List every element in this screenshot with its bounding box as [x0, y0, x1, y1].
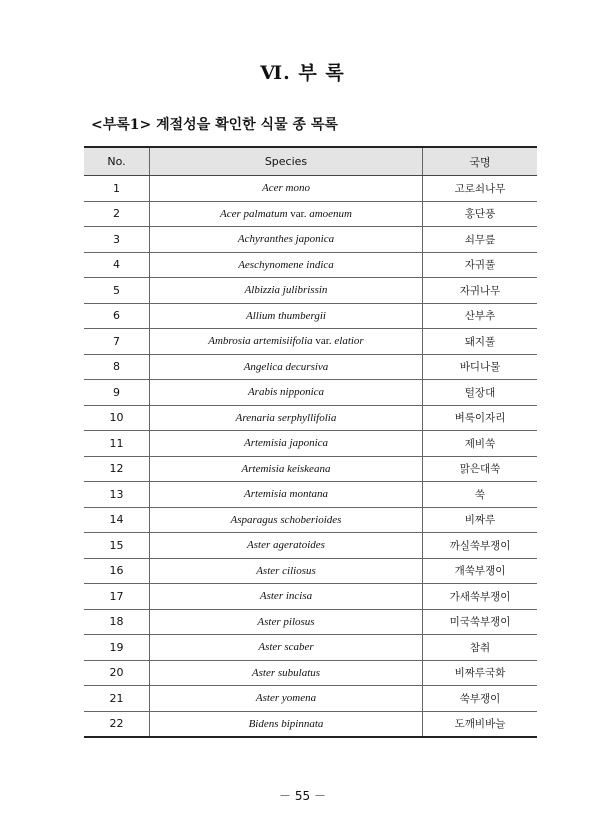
- korean-name: 벼룩이자리: [423, 405, 538, 431]
- table-row: [84, 686, 537, 712]
- species-name: Acer palmatum var. amoenum: [150, 201, 423, 227]
- table-row: [84, 431, 537, 457]
- korean-name: 맑은대쑥: [423, 456, 538, 482]
- species-name: Aster subulatus: [150, 660, 423, 686]
- korean-name: 개쑥부쟁이: [423, 558, 538, 584]
- species-name: Aster incisa: [150, 584, 423, 610]
- table-row: [84, 456, 537, 482]
- row-number: 22: [84, 711, 150, 737]
- row-number: 15: [84, 533, 150, 559]
- korean-name: 가새쑥부쟁이: [423, 584, 538, 610]
- species-name: Bidens bipinnata: [150, 711, 423, 737]
- row-number: 21: [84, 686, 150, 712]
- table-row: [84, 609, 537, 635]
- table-row: [84, 303, 537, 329]
- row-number: 12: [84, 456, 150, 482]
- korean-name: 참취: [423, 635, 538, 661]
- species-name: Aster ageratoides: [150, 533, 423, 559]
- table-row: [84, 711, 537, 737]
- row-number: 20: [84, 660, 150, 686]
- table-row: [84, 176, 537, 202]
- korean-name: 돼지풀: [423, 329, 538, 355]
- table-row: [84, 660, 537, 686]
- table-row: [84, 558, 537, 584]
- table-row: [84, 354, 537, 380]
- species-name: Achyranthes japonica: [150, 227, 423, 253]
- korean-name: 털장대: [423, 380, 538, 406]
- header-species: Species: [150, 147, 423, 176]
- row-number: 4: [84, 252, 150, 278]
- header-no: No.: [84, 147, 150, 176]
- korean-name: 산부추: [423, 303, 538, 329]
- page-title: Ⅵ. 부 록: [260, 62, 345, 84]
- species-table: [84, 146, 537, 738]
- korean-name: 자귀나무: [423, 278, 538, 304]
- row-number: 6: [84, 303, 150, 329]
- korean-name: 도깨비바늘: [423, 711, 538, 737]
- row-number: 5: [84, 278, 150, 304]
- species-name: Acer mono: [150, 176, 423, 202]
- species-name: Arenaria serphyllifolia: [150, 405, 423, 431]
- page-number: － 55 －: [279, 789, 326, 803]
- korean-name: 고로쇠나무: [423, 176, 538, 202]
- table-header-row: [84, 147, 537, 176]
- korean-name: 비짜루국화: [423, 660, 538, 686]
- species-name: Albizzia julibrissin: [150, 278, 423, 304]
- species-name: Asparagus schoberioides: [150, 507, 423, 533]
- species-name: Artemisia japonica: [150, 431, 423, 457]
- korean-name: 까실쑥부쟁이: [423, 533, 538, 559]
- row-number: 16: [84, 558, 150, 584]
- table-row: [84, 227, 537, 253]
- row-number: 2: [84, 201, 150, 227]
- species-table-body: [84, 176, 537, 738]
- species-name: Allium thumbergii: [150, 303, 423, 329]
- species-name: Aster pilosus: [150, 609, 423, 635]
- species-name: Aster yomena: [150, 686, 423, 712]
- row-number: 17: [84, 584, 150, 610]
- table-row: [84, 278, 537, 304]
- row-number: 11: [84, 431, 150, 457]
- species-name: Angelica decursiva: [150, 354, 423, 380]
- species-name: Artemisia keiskeana: [150, 456, 423, 482]
- header-korean-name: 국명: [423, 147, 538, 176]
- table-row: [84, 482, 537, 508]
- row-number: 7: [84, 329, 150, 355]
- table-row: [84, 533, 537, 559]
- table-row: [84, 584, 537, 610]
- korean-name: 자귀풀: [423, 252, 538, 278]
- row-number: 9: [84, 380, 150, 406]
- species-name: Artemisia montana: [150, 482, 423, 508]
- korean-name: 홍단풍: [423, 201, 538, 227]
- korean-name: 바디나물: [423, 354, 538, 380]
- row-number: 10: [84, 405, 150, 431]
- species-name: Aster scaber: [150, 635, 423, 661]
- row-number: 3: [84, 227, 150, 253]
- korean-name: 쑥부쟁이: [423, 686, 538, 712]
- korean-name: 쑥: [423, 482, 538, 508]
- species-name: Arabis nipponica: [150, 380, 423, 406]
- table-row: [84, 507, 537, 533]
- row-number: 14: [84, 507, 150, 533]
- korean-name: 비짜루: [423, 507, 538, 533]
- species-name: Aeschynomene indica: [150, 252, 423, 278]
- row-number: 18: [84, 609, 150, 635]
- table-row: [84, 635, 537, 661]
- korean-name: 미국쑥부쟁이: [423, 609, 538, 635]
- korean-name: 제비쑥: [423, 431, 538, 457]
- row-number: 13: [84, 482, 150, 508]
- species-name: Ambrosia artemisiifolia var. elatior: [150, 329, 423, 355]
- row-number: 19: [84, 635, 150, 661]
- table-row: [84, 329, 537, 355]
- row-number: 1: [84, 176, 150, 202]
- table-row: [84, 380, 537, 406]
- section-title: <부록1> 계절성을 확인한 식물 종 목록: [91, 117, 338, 133]
- row-number: 8: [84, 354, 150, 380]
- korean-name: 쇠무릎: [423, 227, 538, 253]
- table-row: [84, 405, 537, 431]
- species-name: Aster ciliosus: [150, 558, 423, 584]
- table-row: [84, 252, 537, 278]
- table-row: [84, 201, 537, 227]
